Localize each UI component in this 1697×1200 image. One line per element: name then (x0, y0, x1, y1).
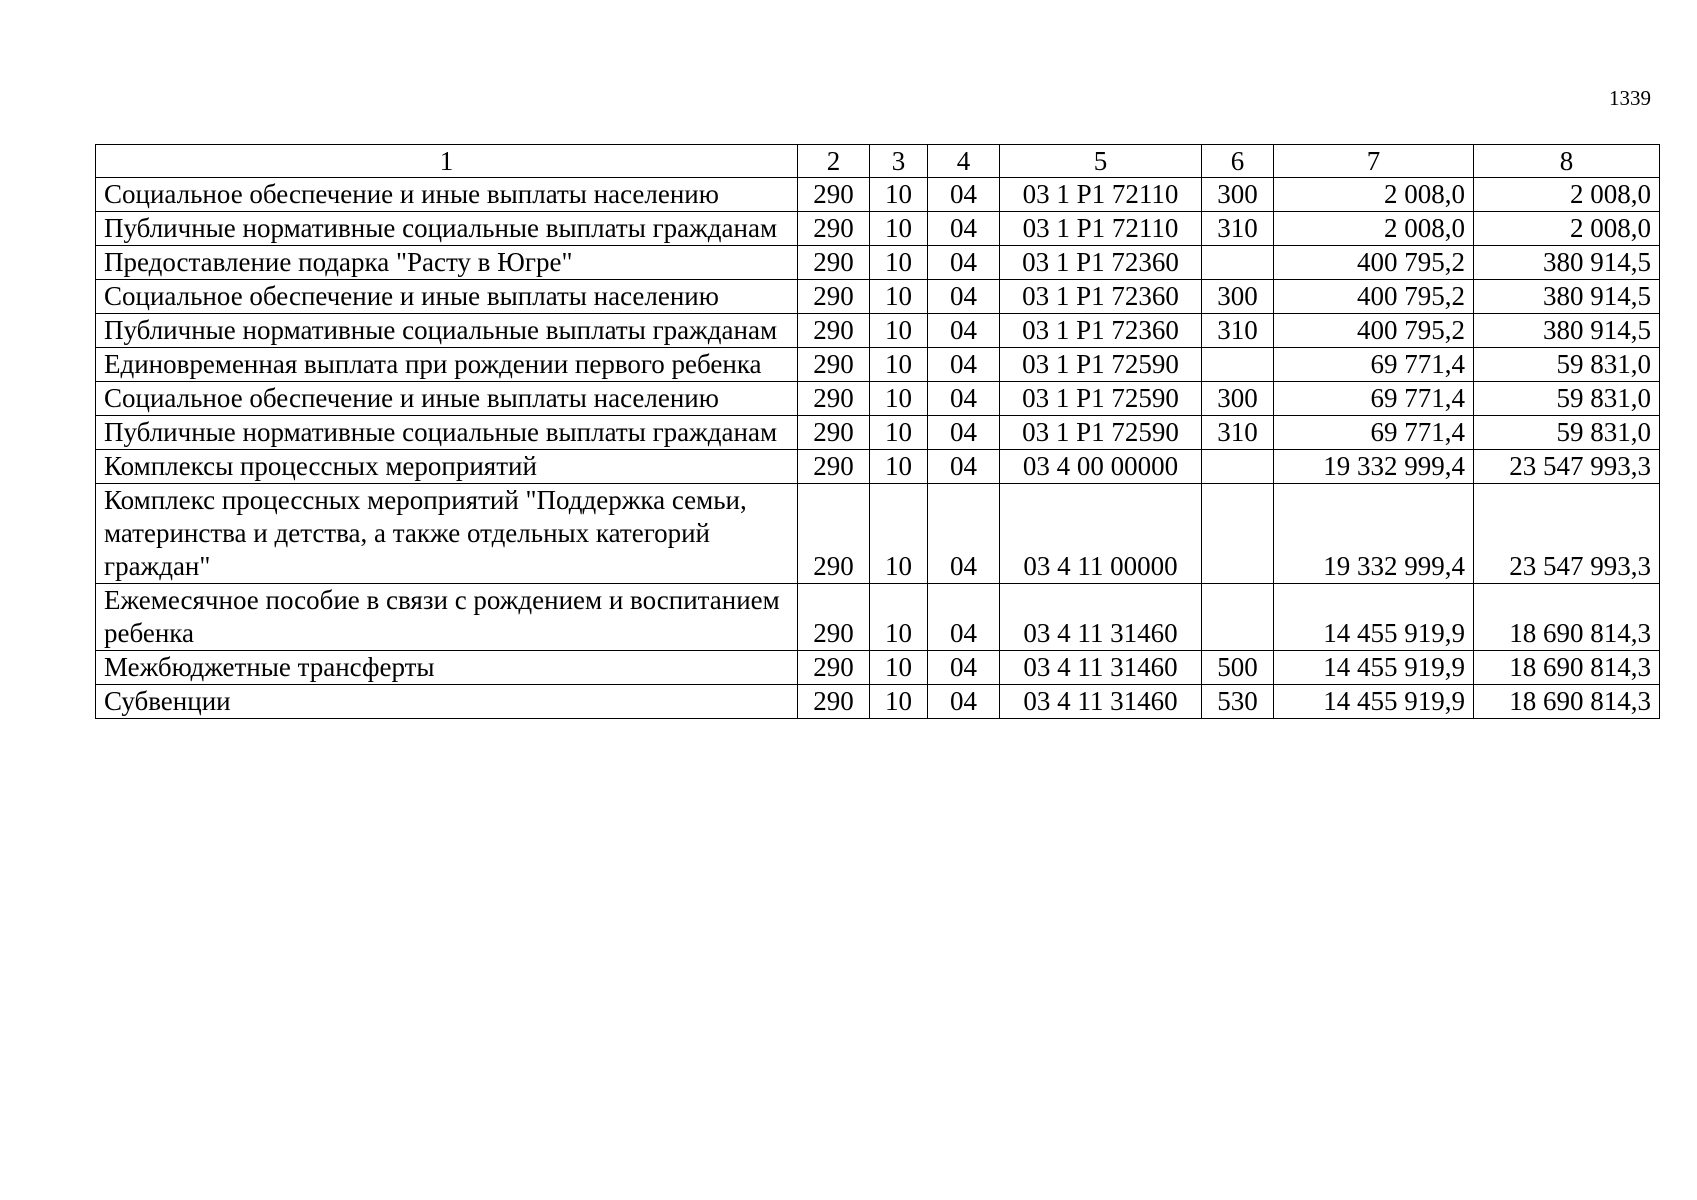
target-article-cell: 03 1 Р1 72590 (1000, 416, 1202, 450)
code-cell: 290 (798, 212, 870, 246)
code-cell: 290 (798, 584, 870, 651)
amount-col8-cell: 380 914,5 (1474, 246, 1660, 280)
item-name-cell: Единовременная выплата при рождении первого ребенка (96, 348, 798, 382)
target-article-cell: 03 1 Р1 72590 (1000, 382, 1202, 416)
table-row (96, 212, 1660, 246)
table-row (96, 382, 1660, 416)
amount-col7-cell: 400 795,2 (1274, 246, 1474, 280)
section-cell: 10 (870, 212, 928, 246)
expense-type-cell: 500 (1202, 651, 1274, 685)
amount-col7-cell: 69 771,4 (1274, 348, 1474, 382)
item-name-cell: Публичные нормативные социальные выплаты гражданам (96, 212, 798, 246)
subsection-cell: 04 (928, 314, 1000, 348)
target-article-cell: 03 4 11 31460 (1000, 584, 1202, 651)
expense-type-cell (1202, 584, 1274, 651)
amount-col7-cell: 2 008,0 (1274, 212, 1474, 246)
expense-type-cell: 310 (1202, 416, 1274, 450)
table-row (96, 348, 1660, 382)
amount-col8-cell: 18 690 814,3 (1474, 584, 1660, 651)
amount-col7-cell: 19 332 999,4 (1274, 484, 1474, 584)
subsection-cell: 04 (928, 416, 1000, 450)
amount-col7-cell: 69 771,4 (1274, 382, 1474, 416)
table-row (96, 178, 1660, 212)
subsection-cell: 04 (928, 484, 1000, 584)
amount-col8-cell: 2 008,0 (1474, 212, 1660, 246)
subsection-cell: 04 (928, 382, 1000, 416)
item-name-cell: Социальное обеспечение и иные выплаты населению (96, 280, 798, 314)
target-article-cell: 03 1 Р1 72110 (1000, 178, 1202, 212)
amount-col7-cell: 400 795,2 (1274, 314, 1474, 348)
item-name-cell: Комплексы процессных мероприятий (96, 450, 798, 484)
code-cell: 290 (798, 685, 870, 719)
section-cell: 10 (870, 584, 928, 651)
table-row (96, 685, 1660, 719)
section-cell: 10 (870, 450, 928, 484)
subsection-cell: 04 (928, 651, 1000, 685)
expense-type-cell: 300 (1202, 382, 1274, 416)
expense-type-cell (1202, 246, 1274, 280)
section-cell: 10 (870, 280, 928, 314)
subsection-cell: 04 (928, 348, 1000, 382)
item-name-cell: Публичные нормативные социальные выплаты гражданам (96, 416, 798, 450)
amount-col7-cell: 19 332 999,4 (1274, 450, 1474, 484)
expense-type-cell: 310 (1202, 212, 1274, 246)
table-row (96, 584, 1660, 651)
amount-col7-cell: 14 455 919,9 (1274, 685, 1474, 719)
header-cell: 6 (1202, 145, 1274, 178)
table-row (96, 416, 1660, 450)
expense-type-cell: 300 (1202, 280, 1274, 314)
subsection-cell: 04 (928, 685, 1000, 719)
subsection-cell: 04 (928, 584, 1000, 651)
budget-table (95, 144, 1660, 719)
section-cell: 10 (870, 314, 928, 348)
subsection-cell: 04 (928, 178, 1000, 212)
amount-col8-cell: 18 690 814,3 (1474, 685, 1660, 719)
amount-col8-cell: 59 831,0 (1474, 348, 1660, 382)
subsection-cell: 04 (928, 280, 1000, 314)
target-article-cell: 03 4 00 00000 (1000, 450, 1202, 484)
amount-col8-cell: 59 831,0 (1474, 416, 1660, 450)
code-cell: 290 (798, 178, 870, 212)
table-header-row (96, 145, 1660, 178)
header-cell: 8 (1474, 145, 1660, 178)
target-article-cell: 03 4 11 31460 (1000, 651, 1202, 685)
expense-type-cell: 310 (1202, 314, 1274, 348)
section-cell: 10 (870, 382, 928, 416)
header-cell: 1 (96, 145, 798, 178)
item-name-cell: Социальное обеспечение и иные выплаты населению (96, 382, 798, 416)
subsection-cell: 04 (928, 450, 1000, 484)
expense-type-cell (1202, 348, 1274, 382)
expense-type-cell (1202, 484, 1274, 584)
header-cell: 5 (1000, 145, 1202, 178)
amount-col7-cell: 14 455 919,9 (1274, 651, 1474, 685)
amount-col8-cell: 380 914,5 (1474, 314, 1660, 348)
header-cell: 7 (1274, 145, 1474, 178)
code-cell: 290 (798, 314, 870, 348)
header-cell: 4 (928, 145, 1000, 178)
subsection-cell: 04 (928, 212, 1000, 246)
amount-col8-cell: 23 547 993,3 (1474, 450, 1660, 484)
amount-col7-cell: 14 455 919,9 (1274, 584, 1474, 651)
section-cell: 10 (870, 484, 928, 584)
amount-col7-cell: 69 771,4 (1274, 416, 1474, 450)
code-cell: 290 (798, 348, 870, 382)
table-row (96, 651, 1660, 685)
section-cell: 10 (870, 651, 928, 685)
expense-type-cell (1202, 450, 1274, 484)
target-article-cell: 03 1 Р1 72360 (1000, 280, 1202, 314)
amount-col8-cell: 23 547 993,3 (1474, 484, 1660, 584)
amount-col7-cell: 400 795,2 (1274, 280, 1474, 314)
item-name-cell: Комплекс процессных мероприятий "Поддержка семьи, материнства и детства, а также отдельных категорий граждан" (96, 484, 798, 584)
section-cell: 10 (870, 246, 928, 280)
page-number: 1339 (1609, 86, 1651, 110)
header-cell: 2 (798, 145, 870, 178)
target-article-cell: 03 1 Р1 72360 (1000, 314, 1202, 348)
code-cell: 290 (798, 450, 870, 484)
section-cell: 10 (870, 348, 928, 382)
item-name-cell: Предоставление подарка "Расту в Югре" (96, 246, 798, 280)
amount-col8-cell: 59 831,0 (1474, 382, 1660, 416)
item-name-cell: Межбюджетные трансферты (96, 651, 798, 685)
section-cell: 10 (870, 416, 928, 450)
item-name-cell: Публичные нормативные социальные выплаты гражданам (96, 314, 798, 348)
code-cell: 290 (798, 651, 870, 685)
target-article-cell: 03 4 11 00000 (1000, 484, 1202, 584)
code-cell: 290 (798, 280, 870, 314)
amount-col7-cell: 2 008,0 (1274, 178, 1474, 212)
item-name-cell: Социальное обеспечение и иные выплаты населению (96, 178, 798, 212)
code-cell: 290 (798, 416, 870, 450)
target-article-cell: 03 1 Р1 72360 (1000, 246, 1202, 280)
header-cell: 3 (870, 145, 928, 178)
amount-col8-cell: 2 008,0 (1474, 178, 1660, 212)
table-row (96, 280, 1660, 314)
table-row (96, 246, 1660, 280)
expense-type-cell: 300 (1202, 178, 1274, 212)
table-row (96, 314, 1660, 348)
table-row (96, 484, 1660, 584)
code-cell: 290 (798, 246, 870, 280)
amount-col8-cell: 18 690 814,3 (1474, 651, 1660, 685)
expense-type-cell: 530 (1202, 685, 1274, 719)
item-name-cell: Субвенции (96, 685, 798, 719)
code-cell: 290 (798, 382, 870, 416)
target-article-cell: 03 1 Р1 72110 (1000, 212, 1202, 246)
target-article-cell: 03 4 11 31460 (1000, 685, 1202, 719)
section-cell: 10 (870, 178, 928, 212)
subsection-cell: 04 (928, 246, 1000, 280)
table-row (96, 450, 1660, 484)
target-article-cell: 03 1 Р1 72590 (1000, 348, 1202, 382)
section-cell: 10 (870, 685, 928, 719)
amount-col8-cell: 380 914,5 (1474, 280, 1660, 314)
code-cell: 290 (798, 484, 870, 584)
item-name-cell: Ежемесячное пособие в связи с рождением и воспитанием ребенка (96, 584, 798, 651)
